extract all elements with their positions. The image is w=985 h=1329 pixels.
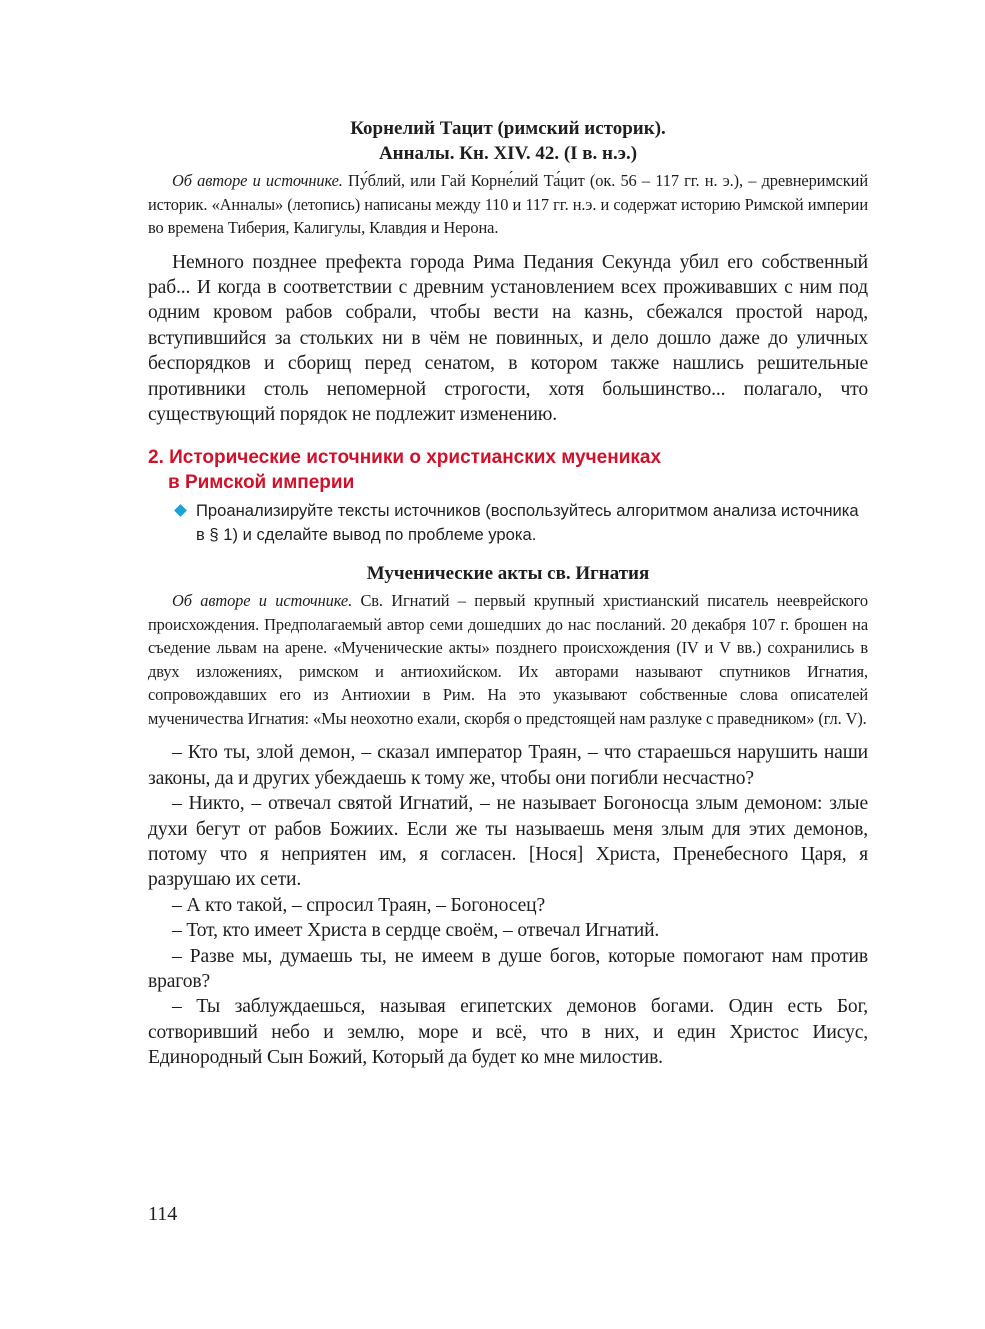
tacitus-source-title — [148, 116, 868, 166]
section-2-heading-line-1: 2. Исторические источники о христианских мучениках — [148, 447, 662, 469]
textbook-page — [148, 108, 868, 1071]
ignatius-about-paragraph — [148, 589, 868, 730]
dialogue-line: – А кто такой, – спросил Траян, – Богоносец? — [172, 894, 546, 916]
section-2-heading — [148, 445, 868, 495]
page-number: 114 — [148, 1203, 178, 1225]
tacitus-title-line-1: Корнелий Тацит (римский историк). — [350, 118, 666, 139]
ignatius-about-text: Св. Игнатий – первый крупный христианский писатель нееврейского происхождения. Предполагаемый автор семи дошедших до нас посланий. 20 декабря 107 г. брошен на съедение львам на арене. «Мученические акты» позднего происхождения (IV и V вв.) сохранились в двух изложениях, римском и антиохийском. Их авторами называют спутников Игнатия, сопровождавших его из Антиохии в Рим. На это указывают собственные слова описателей мученичества Игнатия: «Мы неохотно ехали, скорбя о предстоящей нам разлуке с праведником» (гл. V). — [148, 591, 868, 728]
dialogue-line: – Ты заблуждаешься, называя египетских демонов богами. Один есть Бог, сотворивший небо и землю, море и всё, что в них, и един Христос Иисус, Единородный Сын Божий, Который да будет ко мне милостив. — [148, 996, 868, 1069]
section-2-heading-line-2: в Римской империи — [168, 472, 355, 494]
tacitus-about-paragraph — [148, 169, 868, 240]
tacitus-excerpt: Немного позднее префекта города Рима Педания Секунда убил его собственный раб... И когда в соответствии с древним установлением всех проживавших с ним под одним кровом рабов собрали, чтобы вести на казнь, сбежался простой народ, вступившийся за стольких ни в чём не повинных, и дело дошло даже до уличных беспорядков и сборищ перед сенатом, в котором также нашлись решительные противники столь непомерной строгости, хотя большинство... полагало, что существующий порядок не подлежит изменению. — [148, 251, 868, 425]
ignatius-about-lead: Об авторе и источнике. — [172, 591, 353, 611]
ignatius-source-title: Мученические акты св. Игнатия — [366, 563, 650, 585]
dialogue-line: – Кто ты, злой демон, – сказал император Траян, – что стараешься нарушить наши законы, да и других убеждаешь к тому же, чтобы они погибли несчастно? — [148, 742, 868, 789]
task-text: Проанализируйте тексты источников (воспользуйтесь алгоритмом анализа источника в § 1) и сделайте вывод по проблеме урока. — [196, 501, 859, 545]
diamond-bullet-icon — [174, 504, 187, 517]
tacitus-about-text: Пу́блий, или Гай Корне́лий Та́цит (ок. 56 – 117 гг. н. э.), – древнеримский историк. «Анналы» (летопись) написаны между 110 и 117 гг. н.э. и содержат историю Римской империи во времена Тиберия, Калигулы, Клавдия и Нерона. — [148, 171, 868, 237]
dialogue-line: – Никто, – отвечал святой Игнатий, – не называет Богоносца злым демоном: злые духи бегут от рабов Божиих. Если же ты называешь меня злым для этих демонов, потому что я неприятен им, я согласен. [Нося] Христа, Пренебесного Царя, я разрушаю их сети. — [148, 793, 868, 891]
task-instruction — [148, 499, 868, 547]
tacitus-about-lead: Об авторе и источнике. — [172, 171, 343, 190]
dialogue-line: – Тот, кто имеет Христа в сердце своём, – отвечал Игнатий. — [172, 920, 660, 942]
dialogue — [148, 740, 868, 1070]
tacitus-title-line-2: Анналы. Кн. XIV. 42. (I в. н.э.) — [378, 143, 638, 164]
dialogue-line: – Разве мы, думаешь ты, не имеем в душе богов, которые помогают нам против врагов? — [148, 945, 868, 992]
